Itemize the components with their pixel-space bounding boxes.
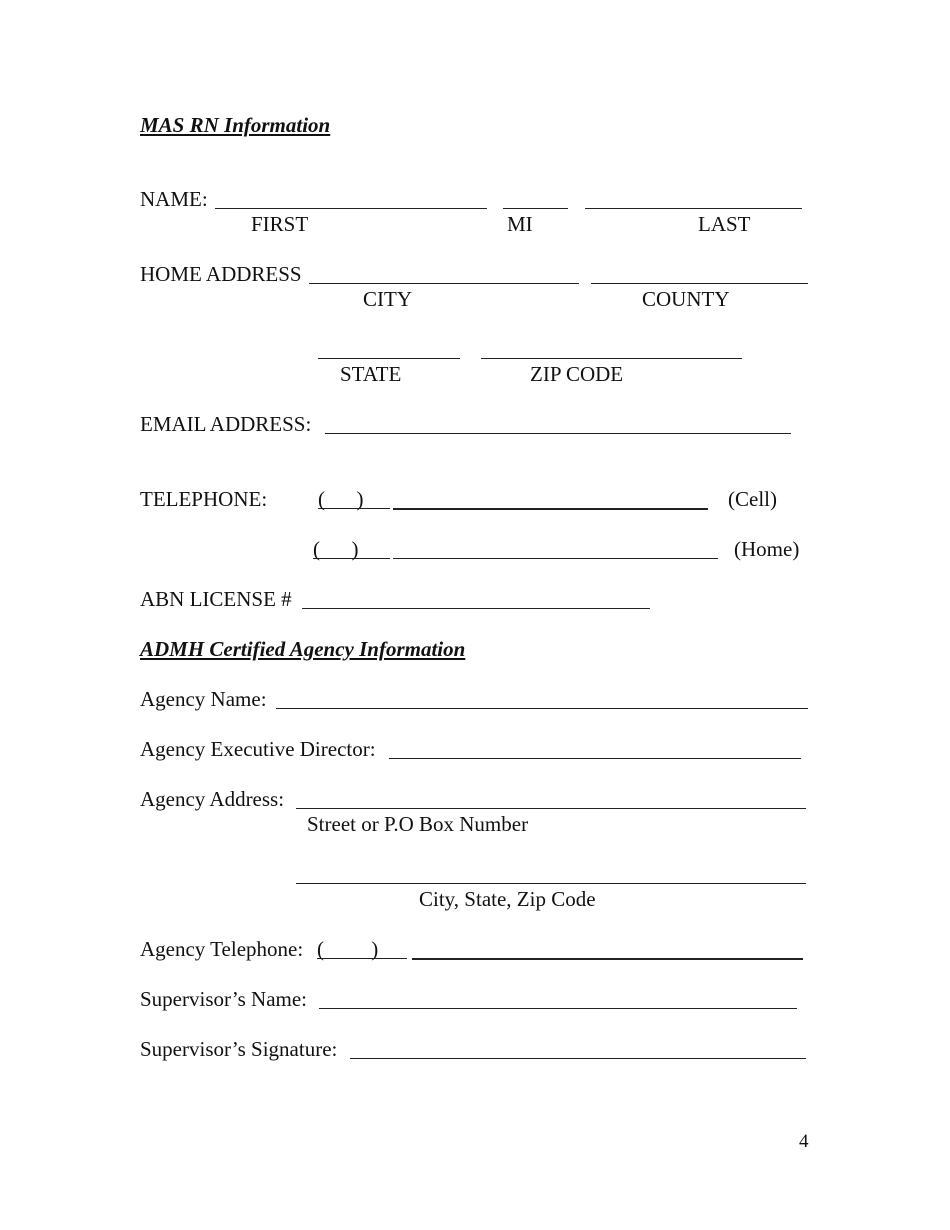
supervisor-name-field[interactable] — [319, 1008, 797, 1009]
email-label: EMAIL ADDRESS: — [140, 412, 312, 436]
last-name-field[interactable] — [585, 208, 802, 209]
abn-license-field[interactable] — [302, 608, 650, 609]
agency-director-field[interactable] — [389, 758, 801, 759]
supervisor-signature-field[interactable] — [350, 1058, 806, 1059]
agency-director-label: Agency Executive Director: — [140, 737, 376, 761]
city-state-zip-caption: City, State, Zip Code — [419, 887, 596, 911]
section-heading-admh-agency: ADMH Certified Agency Information — [140, 637, 466, 661]
page-number: 4 — [799, 1131, 809, 1152]
agency-telephone-label: Agency Telephone: — [140, 937, 304, 961]
name-label: NAME: — [140, 187, 208, 211]
city-caption: CITY — [363, 287, 412, 311]
mi-caption: MI — [507, 212, 533, 236]
state-caption: STATE — [340, 362, 402, 386]
agency-area-code-parens: ( ) — [317, 937, 379, 961]
cell-number-field[interactable] — [393, 508, 708, 510]
abn-license-label: ABN LICENSE # — [140, 587, 292, 611]
city-field[interactable] — [309, 283, 579, 284]
agency-name-field[interactable] — [276, 708, 808, 709]
zip-code-caption: ZIP CODE — [530, 362, 624, 386]
home-area-code-parens: ( ) — [313, 537, 359, 561]
home-address-label: HOME ADDRESS — [140, 262, 302, 286]
agency-street-field[interactable] — [296, 808, 806, 809]
agency-address-label: Agency Address: — [140, 787, 285, 811]
agency-city-state-zip-field[interactable] — [296, 883, 806, 884]
first-caption: FIRST — [251, 212, 309, 236]
telephone-label: TELEPHONE: — [140, 487, 268, 511]
section-heading-mas-rn: MAS RN Information — [140, 113, 331, 137]
email-field[interactable] — [325, 433, 791, 434]
street-caption: Street or P.O Box Number — [307, 812, 529, 836]
supervisor-signature-label: Supervisor’s Signature: — [140, 1037, 338, 1061]
supervisor-name-label: Supervisor’s Name: — [140, 987, 308, 1011]
agency-telephone-field[interactable] — [412, 958, 803, 960]
zip-code-field[interactable] — [481, 358, 742, 359]
state-field[interactable] — [318, 358, 460, 359]
home-caption: (Home) — [734, 537, 800, 561]
county-caption: COUNTY — [642, 287, 730, 311]
home-number-field[interactable] — [393, 558, 718, 559]
first-name-field[interactable] — [215, 208, 487, 209]
last-caption: LAST — [698, 212, 751, 236]
county-field[interactable] — [591, 283, 808, 284]
agency-name-label: Agency Name: — [140, 687, 267, 711]
cell-area-code-parens: ( ) — [318, 487, 364, 511]
cell-caption: (Cell) — [728, 487, 777, 511]
middle-initial-field[interactable] — [503, 208, 568, 209]
